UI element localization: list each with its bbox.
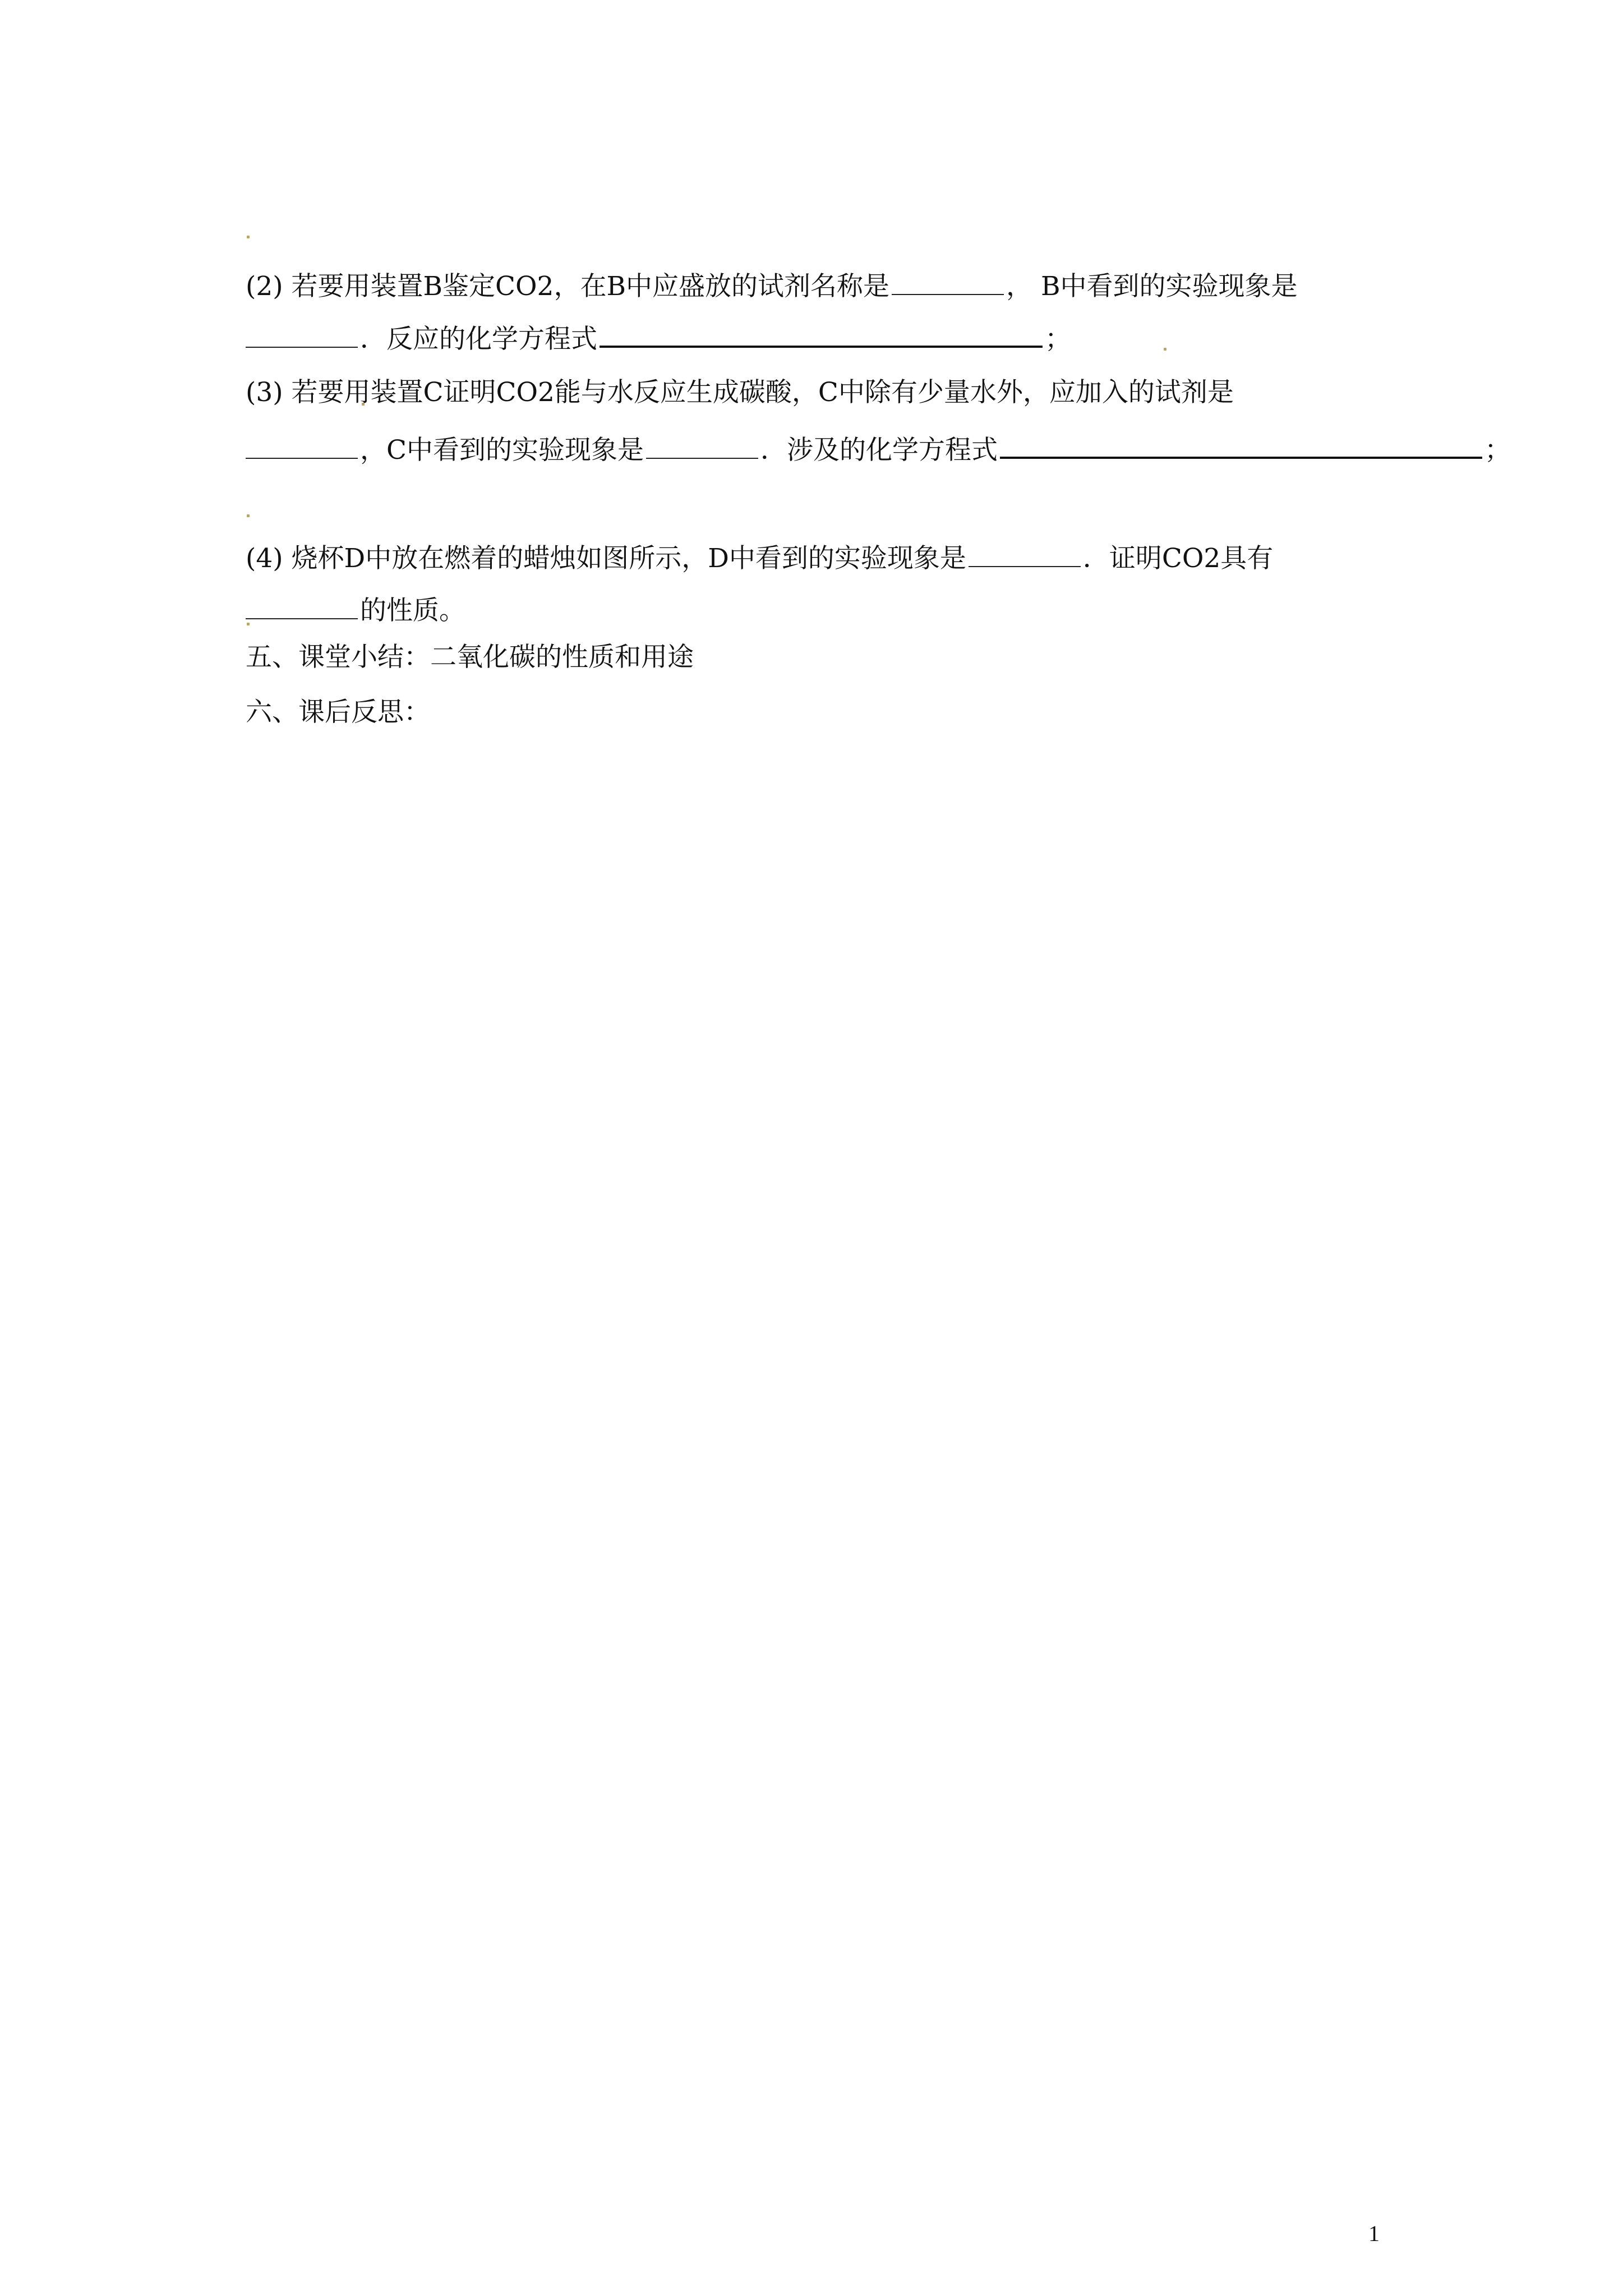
question-3-text-a: (3) 若要用装置C证明CO2能与水反应生成碳酸，C中除有少量水外，应加入的试剂是 [246, 377, 1234, 408]
question-3-text-b: ，C中看到的实验现象是 [360, 435, 644, 466]
answer-blank [246, 433, 358, 459]
question-4-text-a: (4) 烧杯D中放在燃着的蜡烛如图所示，D中看到的实验现象是 [246, 543, 966, 574]
question-3-text-c: ．涉及的化学方程式 [760, 435, 998, 466]
answer-blank [246, 593, 358, 619]
question-4-text-c: 的性质。 [360, 595, 465, 626]
question-3-text-d: ； [1484, 435, 1511, 466]
answer-blank [246, 322, 358, 348]
answer-blank [969, 541, 1081, 567]
equation-blank [600, 321, 1043, 348]
scan-dot [247, 236, 250, 238]
question-3-line-1 [246, 376, 1234, 409]
answer-blank [892, 269, 1004, 295]
section-6-heading: 六、课后反思： [246, 697, 430, 728]
question-2-text-d: ； [1045, 324, 1071, 355]
page-number: 1 [1368, 2221, 1380, 2246]
scan-dot [247, 514, 250, 517]
section-summary [246, 641, 694, 674]
equation-blank [1000, 432, 1482, 459]
question-4-line-2 [246, 593, 465, 628]
answer-blank [646, 433, 758, 459]
question-2-text-a: (2) 若要用装置B鉴定CO2，在B中应盛放的试剂名称是 [246, 271, 889, 302]
section-5-heading: 五、课堂小结：二氧化碳的性质和用途 [246, 642, 694, 673]
question-2-text-c: ．反应的化学方程式 [360, 324, 597, 355]
question-4-line-1 [246, 541, 1273, 576]
question-2-line-2 [246, 321, 1071, 356]
question-2-line-1 [246, 269, 1297, 303]
section-reflection [246, 696, 430, 729]
question-4-text-b: ．证明CO2具有 [1082, 543, 1274, 574]
question-2-text-b: ， B中看到的实验现象是 [1006, 271, 1298, 302]
question-3-line-2 [246, 432, 1511, 467]
scan-dot [1164, 348, 1166, 351]
